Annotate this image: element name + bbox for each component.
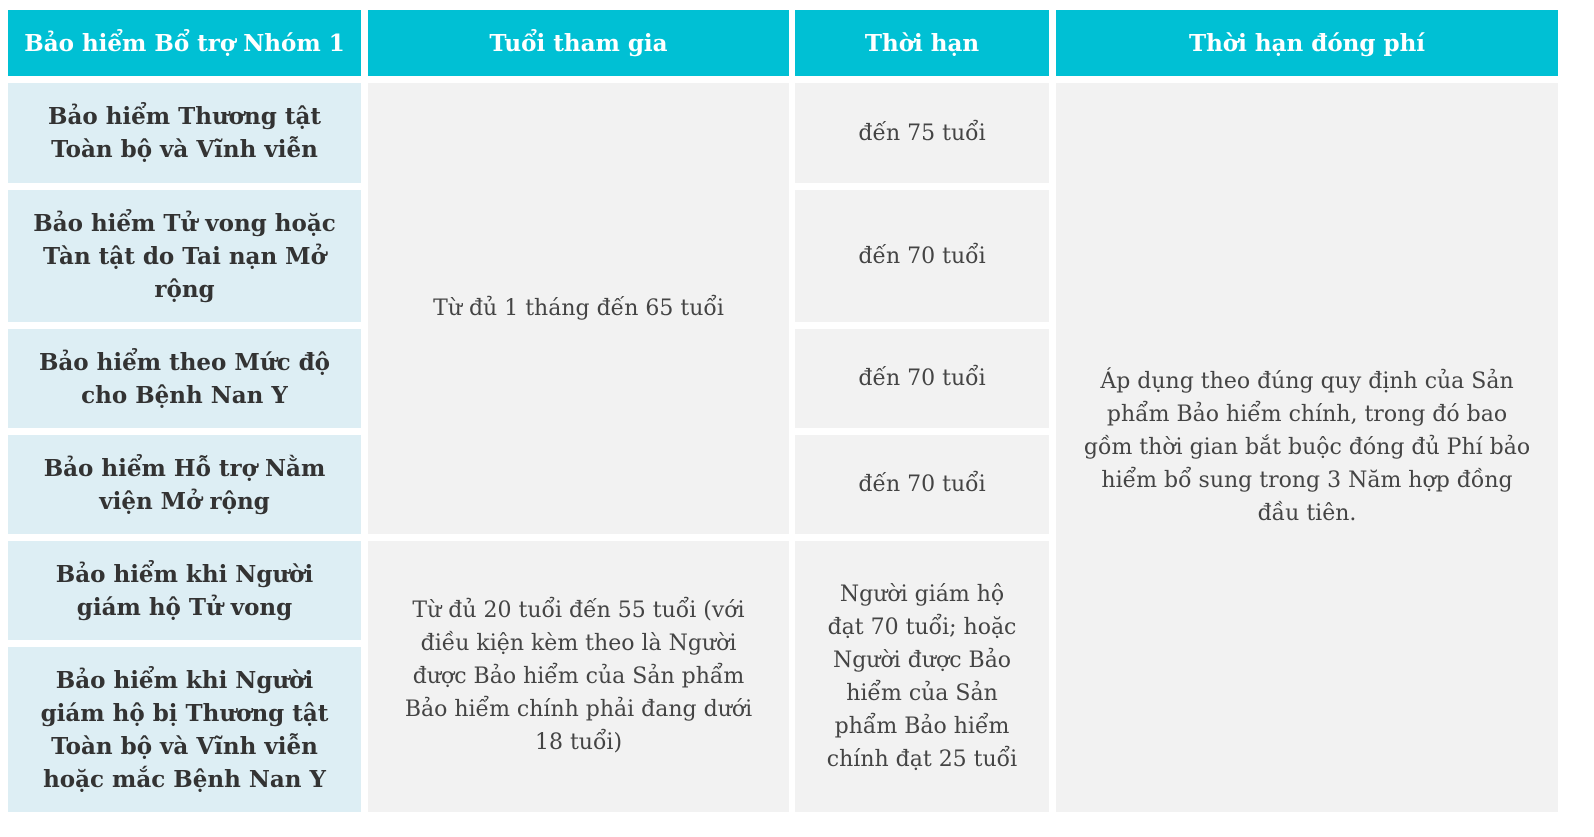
- term-cell: đến 70 tuổi: [795, 329, 1049, 428]
- row-header: Bảo hiểm Tử vong hoặc Tàn tật do Tai nạn Mở rộng: [8, 190, 361, 322]
- term-cell: đến 75 tuổi: [795, 83, 1049, 183]
- entry-age-cell: Từ đủ 1 tháng đến 65 tuổi: [368, 83, 789, 534]
- entry-age-cell: Từ đủ 20 tuổi đến 55 tuổi (với điều kiện kèm theo là Người được Bảo hiểm của Sản phẩm Bảo hiểm chính phải đang dưới 18 tuổi): [368, 541, 789, 812]
- header-product-group: Bảo hiểm Bổ trợ Nhóm 1: [8, 10, 361, 76]
- header-premium-term: Thời hạn đóng phí: [1056, 10, 1558, 76]
- header-term: Thời hạn: [795, 10, 1049, 76]
- row-header: Bảo hiểm khi Người giám hộ Tử vong: [8, 541, 361, 640]
- guardian-term-cell: Người giám hộ đạt 70 tuổi; hoặc Người được Bảo hiểm của Sản phẩm Bảo hiểm chính đạt 25 tuổi: [795, 541, 1049, 812]
- row-header: Bảo hiểm Hỗ trợ Nằm viện Mở rộng: [8, 435, 361, 534]
- term-cell: đến 70 tuổi: [795, 435, 1049, 534]
- term-cell: đến 70 tuổi: [795, 190, 1049, 322]
- row-header: Bảo hiểm khi Người giám hộ bị Thương tật Toàn bộ và Vĩnh viễn hoặc mắc Bệnh Nan Y: [8, 647, 361, 812]
- row-header: Bảo hiểm Thương tật Toàn bộ và Vĩnh viễn: [8, 83, 361, 183]
- header-entry-age: Tuổi tham gia: [368, 10, 789, 76]
- row-header: Bảo hiểm theo Mức độ cho Bệnh Nan Y: [8, 329, 361, 428]
- premium-term-cell: Áp dụng theo đúng quy định của Sản phẩm Bảo hiểm chính, trong đó bao gồm thời gian bắt buộc đóng đủ Phí bảo hiểm bổ sung trong 3 Năm hợp đồng đầu tiên.: [1056, 83, 1558, 812]
